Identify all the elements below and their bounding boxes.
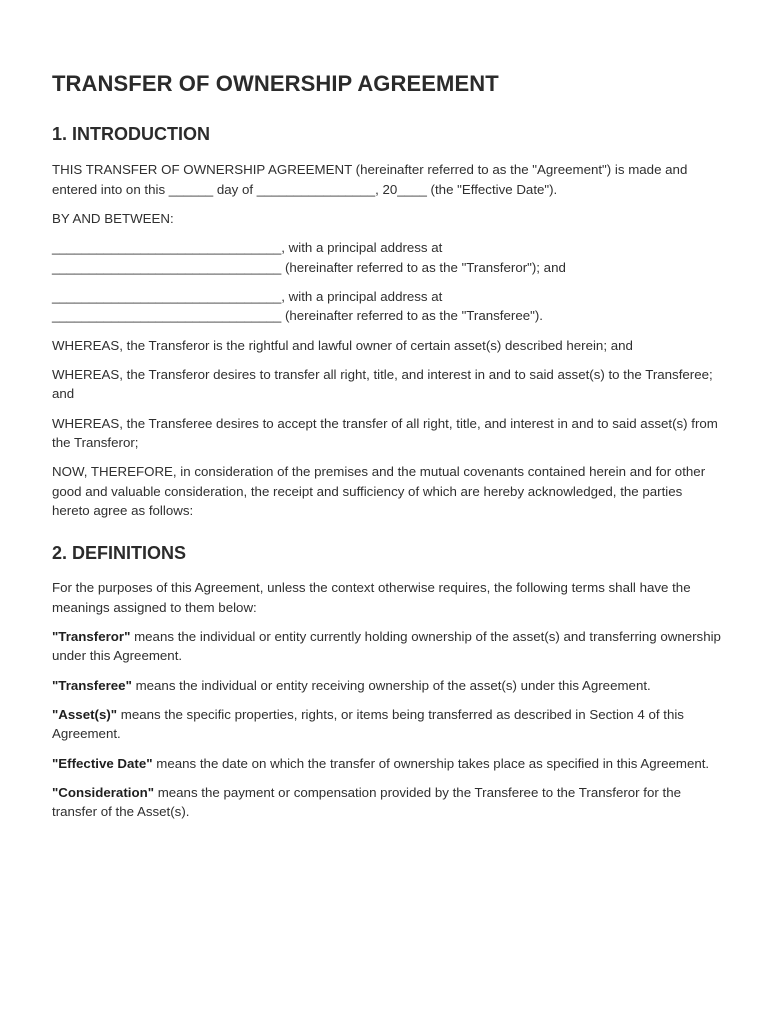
party-transferor-line-1: _______________________________, with a principal address at <box>52 239 443 255</box>
definition-term: "Asset(s)" <box>52 706 118 722</box>
definition-text: means the specific properties, rights, or items being transferred as described in Section 4 of this Agreement. <box>52 706 684 742</box>
party-transferee <box>52 287 722 326</box>
definition-transferor <box>52 627 722 666</box>
party-transferor-line-2: _______________________________ (hereinafter referred to as the "Transferor"); and <box>52 259 566 275</box>
definition-text: means the individual or entity receiving ownership of the asset(s) under this Agreement. <box>131 677 651 693</box>
whereas-clause-2: WHEREAS, the Transferor desires to transfer all right, title, and interest in and to said asset(s) to the Transferee; and <box>52 366 713 402</box>
party-transferee-line-1: _______________________________, with a principal address at <box>52 288 443 304</box>
by-and-between: BY AND BETWEEN: <box>52 210 174 226</box>
now-therefore-clause: NOW, THEREFORE, in consideration of the premises and the mutual covenants contained herein and for other good and valuable consideration, the receipt and sufficiency of which are hereby acknowledged, the parties hereto agree as follows: <box>52 464 706 519</box>
definition-transferee <box>52 676 722 696</box>
definition-assets <box>52 705 722 744</box>
intro-paragraph: THIS TRANSFER OF OWNERSHIP AGREEMENT (hereinafter referred to as the "Agreement") is made and entered into on this ______ day of ________________, 20____ (the "Effective Date"). <box>52 162 688 197</box>
definition-term: "Transferee" <box>52 677 132 693</box>
definition-text: means the date on which the transfer of ownership takes place as specified in this Agreement. <box>152 755 710 771</box>
section-heading-introduction: 1. INTRODUCTION <box>52 124 211 144</box>
party-transferor <box>52 238 722 277</box>
whereas-clause-1: WHEREAS, the Transferor is the rightful and lawful owner of certain asset(s) described herein; and <box>52 337 633 353</box>
document-title: TRANSFER OF OWNERSHIP AGREEMENT <box>52 71 499 96</box>
document-page <box>52 68 722 822</box>
definition-term: "Consideration" <box>52 784 154 800</box>
whereas-clause-3: WHEREAS, the Transferee desires to accept the transfer of all right, title, and interest in and to said asset(s) from the Transferor; <box>52 415 718 451</box>
definitions-intro: For the purposes of this Agreement, unless the context otherwise requires, the following terms shall have the meanings assigned to them below: <box>52 580 691 615</box>
definition-term: "Effective Date" <box>52 755 153 771</box>
section-heading-definitions: 2. DEFINITIONS <box>52 543 187 564</box>
definition-effective-date <box>52 754 722 774</box>
definition-consideration <box>52 783 722 822</box>
party-transferee-line-2: _______________________________ (hereinafter referred to as the "Transferee"). <box>52 308 543 324</box>
definition-text: means the individual or entity currently holding ownership of the asset(s) and transferring ownership under this Agreement. <box>52 628 721 664</box>
definition-text: means the payment or compensation provided by the Transferee to the Transferor for the transfer of the Asset(s). <box>52 784 681 820</box>
definition-term: "Transferor" <box>52 628 131 644</box>
